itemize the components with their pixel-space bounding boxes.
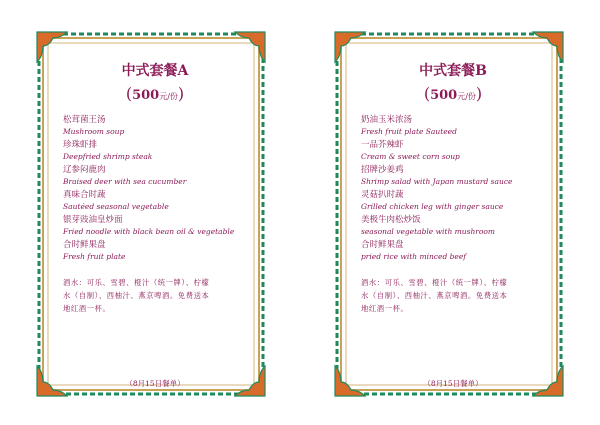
dish-item: 珍珠虾排 Deepfried shrimp steak bbox=[63, 140, 153, 161]
dish-item: 银芽豉油皇炒面 Fried noodle with black bean oil & vegetable bbox=[63, 215, 235, 236]
dish-item: 合时鲜果盘 Fresh fruit plate bbox=[63, 240, 126, 261]
dish-item: 美极牛肉松炒饭 seasonal vegetable with mushroom bbox=[361, 215, 496, 236]
menu-date-note: （8月15日餐单） bbox=[423, 379, 483, 388]
menu-card-b bbox=[333, 30, 565, 398]
menu-title: 中式套餐A bbox=[121, 63, 189, 79]
dish-item: 松茸菌王汤 Mushroom soup bbox=[63, 115, 125, 136]
dish-item: 灵菇扒时蔬 Grilled chicken leg with ginger sauce bbox=[361, 190, 504, 211]
menu-title: 中式套餐B bbox=[419, 63, 487, 79]
dish-list bbox=[361, 115, 545, 262]
drinks-info: 酒水：可乐、雪碧、橙汁（统一牌）、柠檬 水（自制）、西柚汁、燕京啤酒。免费送本 地红酒一杯。 bbox=[361, 278, 508, 313]
menu-price: (500元/份) bbox=[423, 84, 483, 103]
dish-item: 合时鲜果盘 pried rice with minced beef bbox=[361, 240, 467, 261]
dish-item: 真味合时蔬 Sautéed seasonal vegetable bbox=[63, 190, 169, 211]
dish-item: 辽参闷鹿肉 Braised deer with sea cucumber bbox=[63, 165, 187, 186]
dish-item: 奶油玉米浓汤 Fresh fruit plate Sauteed bbox=[361, 115, 457, 136]
menu-card-a bbox=[35, 30, 267, 398]
dish-item: 招牌沙姜鸡 Shrimp salad with Japan mustard sauce bbox=[361, 165, 513, 186]
menu-price: (500元/份) bbox=[125, 84, 185, 103]
dish-item: 一品芥辣虾 Cream & sweet corn soup bbox=[361, 140, 460, 161]
drinks-info: 酒水：可乐、雪碧、橙汁（统一牌）、柠檬 水（自制）、西柚汁、燕京啤酒。免费送本 地红酒一杯。 bbox=[63, 278, 210, 313]
menu-date-note: （8月15日餐单） bbox=[125, 379, 185, 388]
dish-list bbox=[63, 115, 247, 262]
